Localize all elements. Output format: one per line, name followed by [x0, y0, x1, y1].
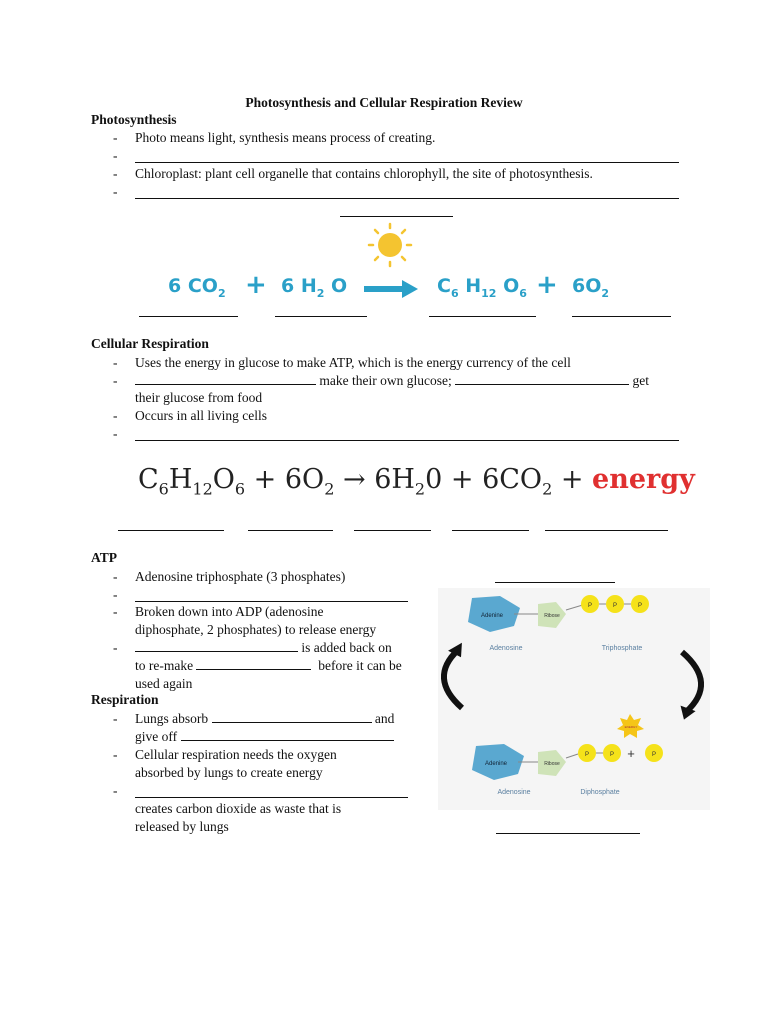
eq1-h2o: 6 $H_2$ O: [281, 275, 348, 300]
atp-heading: ATP: [91, 550, 117, 565]
cellular-bullet-3: Occurs in all living cells: [135, 408, 267, 423]
bullet-dash: -: [113, 747, 118, 762]
atp-adp-cycle-diagram: [428, 588, 718, 810]
answer-blank: [139, 316, 238, 317]
cellular-bullet-2-cont: their glucose from food: [135, 390, 263, 405]
atp-bullet-4: is added back on: [135, 639, 392, 657]
respiration-bullet-2-cont: absorbed by lungs to create energy: [135, 765, 323, 780]
atp-bullet-3: Broken down into ADP (adenosine: [135, 604, 324, 619]
photosynthesis-heading: Photosynthesis: [91, 112, 177, 127]
bullet-dash: -: [113, 587, 118, 602]
respiration-heading: Respiration: [91, 692, 159, 707]
answer-blank: [248, 530, 333, 531]
bullet-dash: -: [113, 184, 118, 199]
svg-text:+: +: [627, 746, 635, 761]
respiration-bullet-3-cont: creates carbon dioxide as waste that is: [135, 801, 342, 816]
respiration-bullet-3-cont2: released by lungs: [135, 819, 229, 834]
svg-text:P: P: [651, 752, 657, 758]
svg-text:ENERGY: ENERGY: [624, 725, 638, 729]
bullet-dash: -: [113, 166, 118, 181]
svg-text:P: P: [587, 603, 593, 609]
svg-text:Diphosphate: Diphosphate: [580, 789, 620, 796]
respiration-equation: $C_6H_{12}O_6 + 6O_2 \to 6H_20 + 6CO_2$ + energy: [138, 464, 695, 499]
answer-blank: [275, 316, 367, 317]
svg-text:Ribose: Ribose: [544, 761, 560, 767]
photosynthesis-bullet-3: Chloroplast: plant cell organelle that contains chlorophyll, the site of photosynthesis.: [135, 166, 593, 181]
answer-blank: [135, 601, 408, 602]
bullet-dash: -: [113, 640, 118, 655]
atp-bullet-4-cont: to re-make before it can be: [135, 658, 402, 673]
answer-blank: [181, 728, 394, 741]
bullet-dash: -: [113, 355, 118, 370]
bullet-dash: -: [113, 569, 118, 584]
bullet-dash: -: [113, 373, 118, 388]
answer-blank: [572, 316, 671, 317]
answer-blank: [455, 372, 629, 385]
answer-blank: [118, 530, 224, 531]
bullet-dash: -: [113, 604, 118, 619]
answer-blank: [135, 797, 408, 798]
svg-text:Adenine: Adenine: [480, 613, 504, 619]
svg-text:Triphosphate: Triphosphate: [601, 645, 643, 652]
answer-blank: [340, 216, 453, 217]
cellular-bullet-1: Uses the energy in glucose to make ATP, which is the energy currency of the cell: [135, 355, 571, 370]
answer-blank: [135, 639, 298, 652]
answer-blank: [135, 162, 679, 163]
answer-blank: [496, 833, 640, 834]
svg-text:Ribose: Ribose: [544, 613, 560, 619]
answer-blank: [354, 530, 431, 531]
svg-text:P: P: [609, 752, 615, 758]
arrow-right-icon: [364, 280, 418, 298]
answer-blank: [135, 440, 679, 441]
photosynthesis-bullet-1: Photo means light, synthesis means process of creating.: [135, 130, 436, 145]
energy-label: energy: [592, 464, 695, 495]
respiration-bullet-2: Cellular respiration needs the oxygen: [135, 747, 337, 762]
eq1-co2: 6 $CO_2$: [168, 275, 226, 300]
svg-text:P: P: [584, 752, 590, 758]
atp-bullet-3-cont: diphosphate, 2 phosphates) to release energy: [135, 622, 377, 637]
bullet-dash: -: [113, 130, 118, 145]
eq1-plus: +: [245, 270, 267, 300]
svg-text:Adenosine: Adenosine: [489, 645, 523, 652]
bullet-dash: -: [113, 148, 118, 163]
page-title: Photosynthesis and Cellular Respiration Review: [245, 95, 523, 110]
atp-bullet-1: Adenosine triphosphate (3 phosphates): [135, 569, 346, 584]
eq1-glucose: $C_6$ $H_{12}$ $O_6$: [437, 275, 527, 300]
answer-blank: [452, 530, 529, 531]
answer-blank: [495, 582, 615, 583]
atp-bullet-4-cont2: used again: [135, 676, 193, 691]
answer-blank: [545, 530, 668, 531]
bullet-dash: -: [113, 783, 118, 798]
svg-text:Adenosine: Adenosine: [497, 789, 531, 796]
answer-blank: [135, 372, 316, 385]
bullet-dash: -: [113, 711, 118, 726]
eq1-plus: +: [536, 270, 558, 300]
respiration-bullet-1: Lungs absorb and: [135, 711, 395, 726]
answer-blank: [135, 198, 679, 199]
answer-blank: [429, 316, 536, 317]
cellular-respiration-heading: Cellular Respiration: [91, 336, 209, 351]
eq1-o2: $6O_2$: [572, 275, 610, 300]
answer-blank: [196, 657, 311, 670]
sun-icon: [362, 218, 418, 274]
bullet-dash: -: [113, 426, 118, 441]
svg-text:Adenine: Adenine: [484, 761, 508, 767]
svg-text:P: P: [637, 603, 643, 609]
bullet-dash: -: [113, 408, 118, 423]
svg-text:P: P: [612, 603, 618, 609]
cellular-bullet-2: make their own glucose; get: [135, 372, 649, 390]
respiration-bullet-1-cont: give off: [135, 728, 394, 746]
answer-blank: [212, 710, 372, 723]
